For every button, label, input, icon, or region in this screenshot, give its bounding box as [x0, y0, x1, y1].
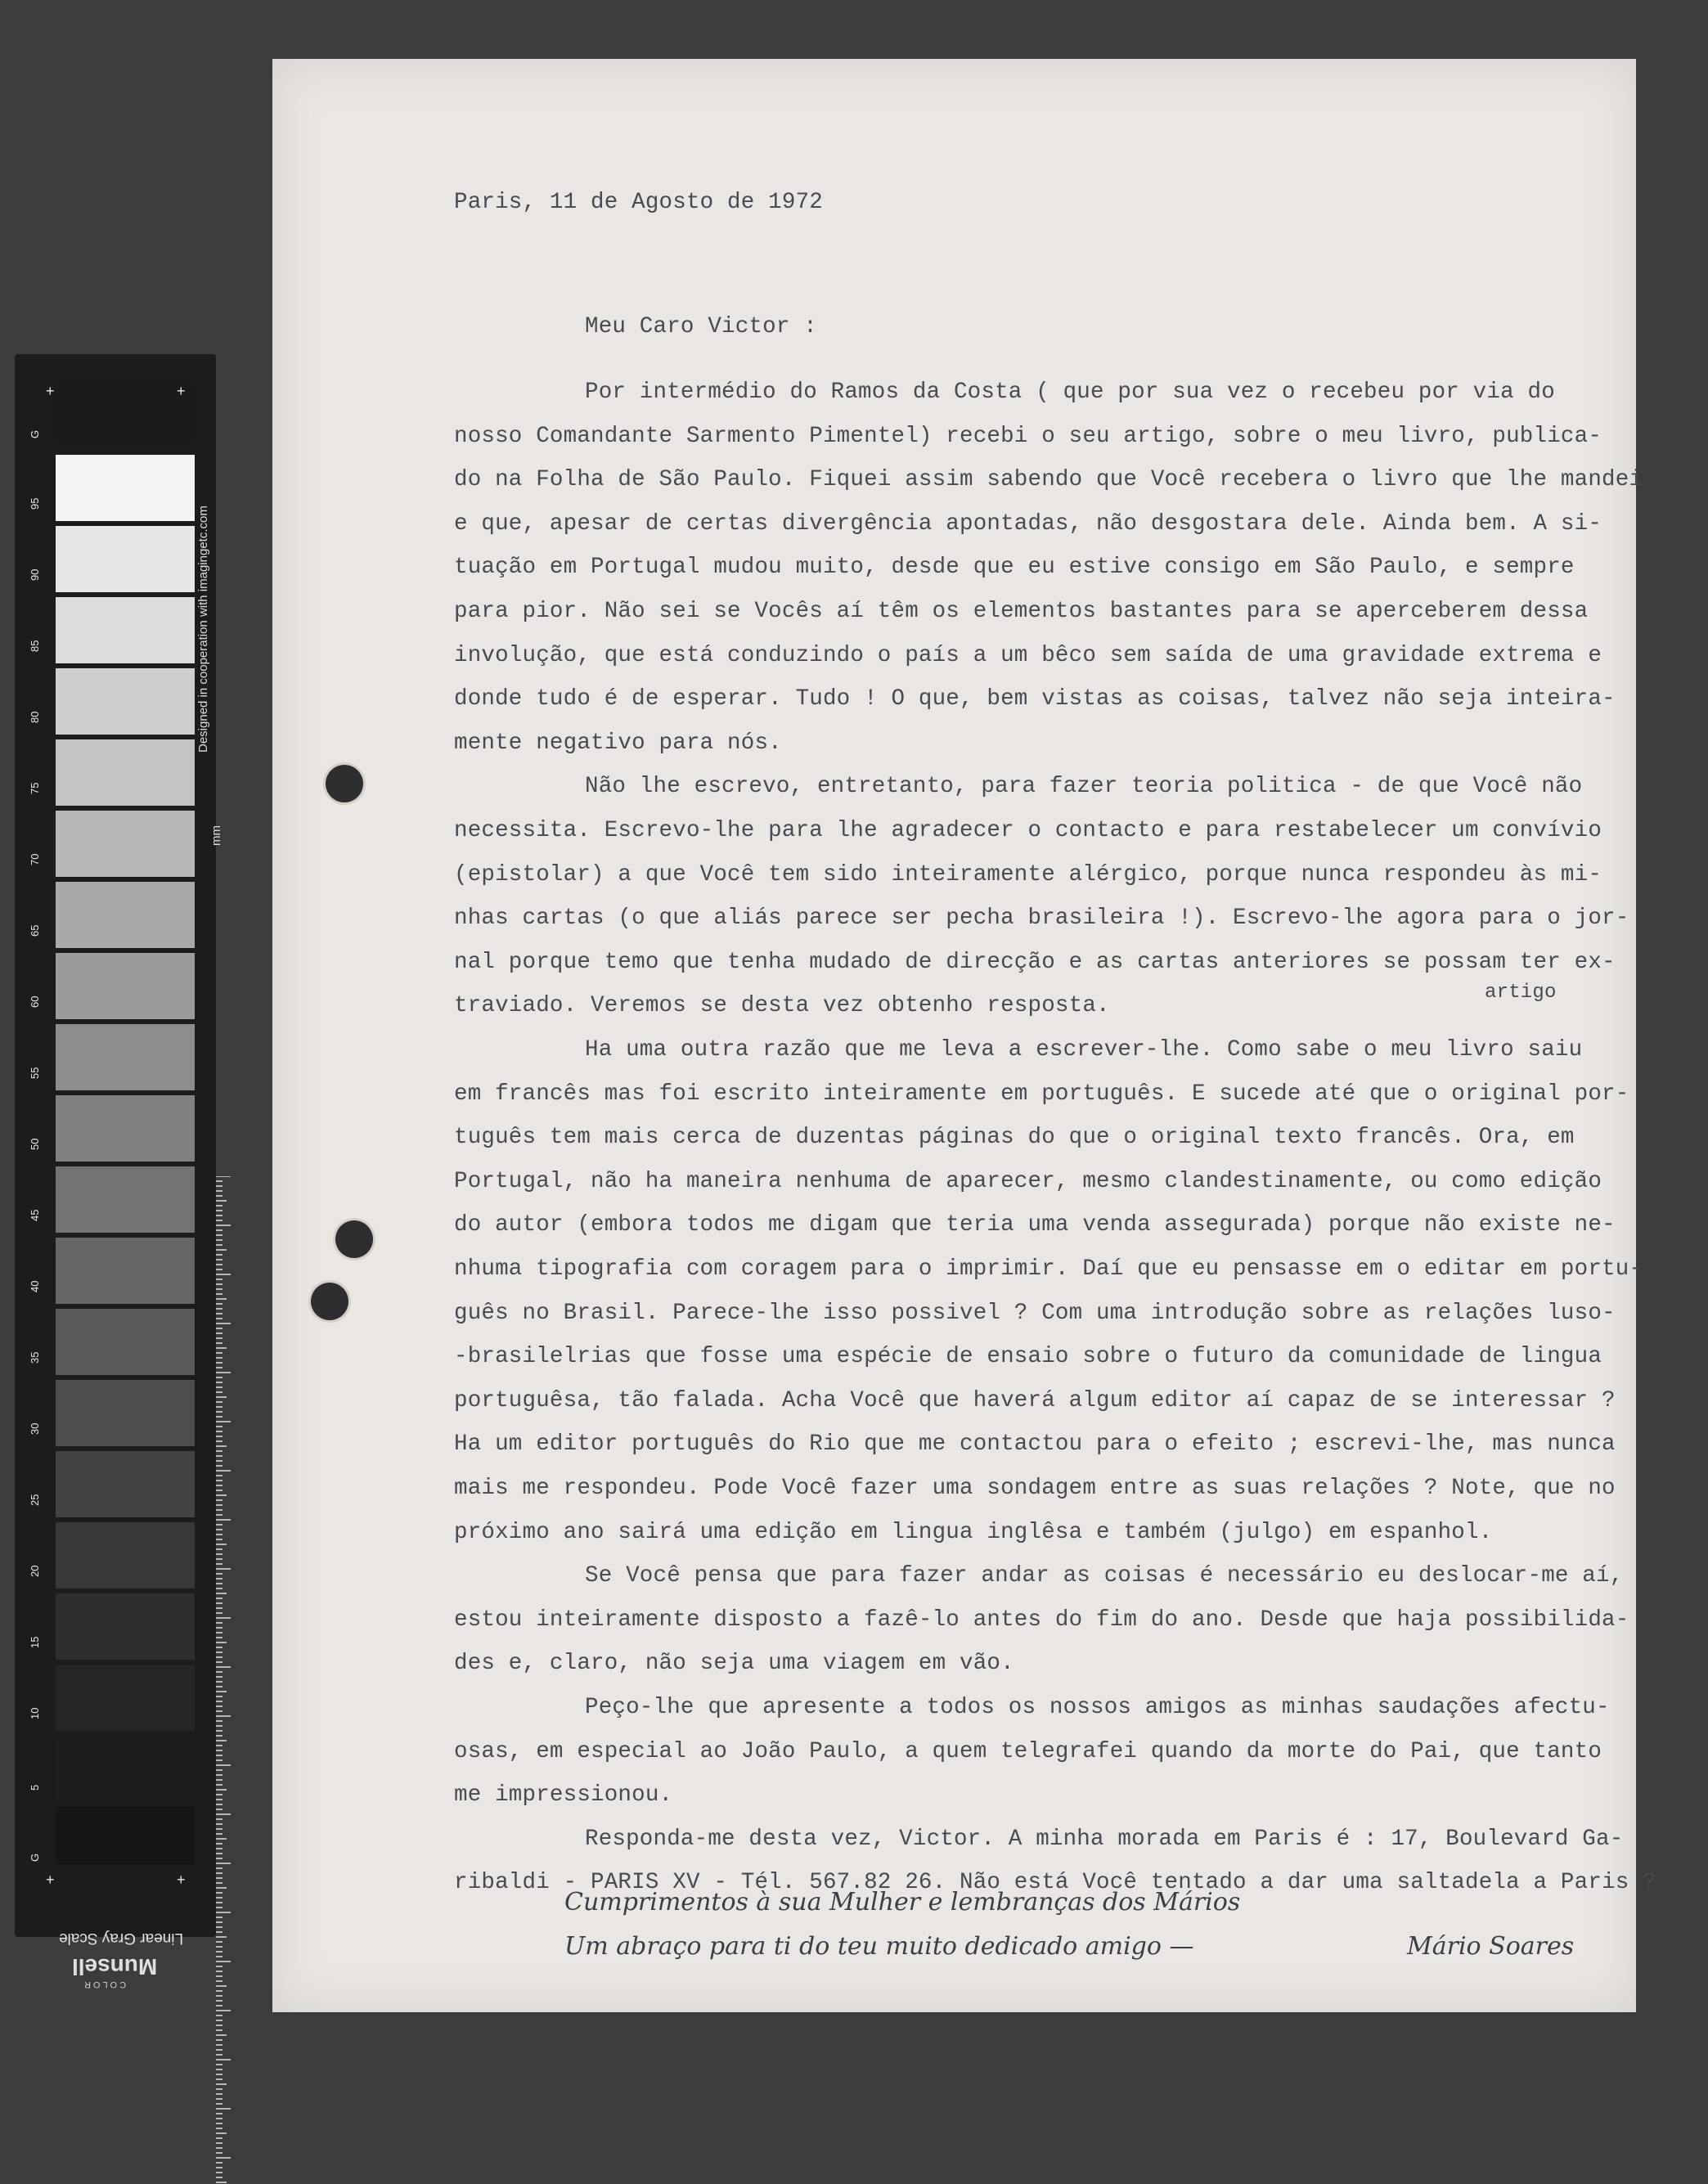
gray-patch: [56, 1451, 195, 1517]
letter-line: involução, que está conduzindo o país a um bêco sem saída de uma gravidade extrema e: [454, 642, 1602, 668]
gray-patch: [56, 668, 195, 735]
scale-title: Linear Gray Scale: [59, 1930, 184, 1947]
gray-scale-label: 50: [29, 1138, 41, 1150]
gray-scale-label: 85: [29, 640, 41, 652]
gray-scale-label: G: [29, 429, 41, 438]
letter-line: me impressionou.: [454, 1782, 673, 1809]
gray-patch: [56, 1736, 195, 1802]
letter-line: nhuma tipografia com coragem para o imprimir. Daí que eu pensasse em o editar em portu-: [454, 1256, 1643, 1282]
gray-scale-label: 15: [29, 1636, 41, 1648]
gray-scale-label: 40: [29, 1280, 41, 1292]
punch-hole: [335, 1220, 373, 1258]
letter-line: mente negativo para nós.: [454, 730, 782, 756]
plus-mark: +: [177, 383, 186, 399]
gray-scale-label: 10: [29, 1707, 41, 1719]
gray-patch: [56, 384, 195, 441]
gray-scale-label: 90: [29, 568, 41, 581]
gray-patch: [56, 1166, 195, 1233]
gray-scale-label: 60: [29, 995, 41, 1008]
gray-scale-label: 95: [29, 497, 41, 510]
letter-line: traviado. Veremos se desta vez obtenho resposta.: [454, 993, 1110, 1019]
letter-line: guês no Brasil. Parece-lhe isso possivel ? Com uma introdução sobre as relações luso-: [454, 1300, 1616, 1326]
plus-mark: +: [46, 383, 55, 399]
gray-patch: [56, 739, 195, 806]
gray-scale-label: 70: [29, 853, 41, 865]
letter-line: (epistolar) a que Você tem sido inteiramente alérgico, porque nunca respondeu às mi-: [454, 861, 1602, 888]
plus-mark: +: [46, 1872, 55, 1888]
gray-patch: [56, 1522, 195, 1589]
brand-logo: Munsell: [72, 1954, 158, 1980]
gray-scale-label: 30: [29, 1422, 41, 1435]
brand-sub: COLOR: [82, 1980, 127, 1989]
correction-above: artigo: [1485, 982, 1557, 1004]
letter-line: des e, claro, não seja uma viagem em vão.: [454, 1651, 1014, 1677]
letter-line: Portugal, não ha maneira nenhuma de aparecer, mesmo clandestinamente, ou como edição: [454, 1168, 1602, 1194]
gray-patch: [56, 455, 195, 521]
letter-line: próximo ano sairá uma edição em lingua inglêsa e também (julgo) em espanhol.: [454, 1519, 1493, 1545]
gray-scale-label: 75: [29, 782, 41, 794]
gray-scale-label: 65: [29, 924, 41, 937]
letter-line: Ha um editor português do Rio que me contactou para o efeito ; escrevi-lhe, mas nunca: [454, 1431, 1616, 1458]
gray-scale-label: 55: [29, 1067, 41, 1079]
gray-scale-label: 80: [29, 711, 41, 723]
letter-line: ribaldi - PARIS XV - Tél. 567.82 26. Não está Você tentado a dar uma saltadela a Paris ?: [454, 1870, 1656, 1896]
gray-patch: [56, 811, 195, 877]
gray-scale-label: 5: [29, 1784, 41, 1791]
letter-line: portuguêsa, tão falada. Acha Você que haverá algum editor aí capaz de se interessar ?: [454, 1387, 1616, 1413]
letter-line: Se Você pensa que para fazer andar as coisas é necessário eu deslocar-me aí,: [585, 1563, 1624, 1589]
letter-line: Peço-lhe que apresente a todos os nossos amigos as minhas saudações afectu-: [585, 1695, 1610, 1720]
letter-line: nosso Comandante Sarmento Pimentel) recebi o seu artigo, sobre o meu livro, publica-: [454, 423, 1602, 449]
letter-line: necessita. Escrevo-lhe para lhe agradecer o contacto e para restabelecer um convívio: [454, 818, 1602, 843]
letter-line: Responda-me desta vez, Victor. A minha morada em Paris é : 17, Boulevard Ga-: [585, 1826, 1624, 1852]
letter-line: donde tudo é de esperar. Tudo ! O que, bem vistas as coisas, talvez não seja inteira-: [454, 686, 1616, 712]
letter-line: para pior. Não sei se Vocês aí têm os elementos bastantes para se aperceberem dessa: [454, 599, 1589, 624]
letter-line: Ha uma outra razão que me leva a escrever-lhe. Como sabe o meu livro saiu: [585, 1037, 1583, 1063]
gray-patch: [56, 526, 195, 592]
gray-patch: [56, 1309, 195, 1375]
letter-line: em francês mas foi escrito inteiramente em português. E sucede até que o original por-: [454, 1081, 1629, 1107]
salutation: Meu Caro Victor :: [585, 314, 817, 339]
mm-ruler: [216, 1176, 234, 2184]
gray-patch: [56, 882, 195, 948]
letter-line: e que, apesar de certas divergência apontadas, não desgostara dele. Ainda bem. A si-: [454, 510, 1602, 537]
letter-line: tuação em Portugal mudou muito, desde que eu estive consigo em São Paulo, e sempre: [454, 555, 1575, 581]
signature: Mário Soares: [1407, 1932, 1575, 1961]
letter-line: mais me respondeu. Pode Você fazer uma sondagem entre as suas relações ? Note, que no: [454, 1476, 1616, 1501]
gray-patch: [56, 1807, 195, 1864]
gray-patch: [56, 1665, 195, 1731]
gray-scale-label: 25: [29, 1494, 41, 1506]
gray-scale-label: 35: [29, 1351, 41, 1364]
letter-line: nal porque temo que tenha mudado de direcção e as cartas anteriores se possam ter ex-: [454, 949, 1616, 975]
gray-patch: [56, 1380, 195, 1446]
letter-line: osas, em especial ao João Paulo, a quem telegrafei quando da morte do Pai, que tanto: [454, 1738, 1602, 1764]
dateline: Paris, 11 de Agosto de 1972: [454, 190, 823, 215]
letter-line: do na Folha de São Paulo. Fiquei assim sabendo que Você recebera o livro que lhe mandei: [454, 467, 1643, 493]
letter-line: tuguês tem mais cerca de duzentas páginas do que o original texto francês. Ora, em: [454, 1125, 1575, 1151]
gray-patch: [56, 1593, 195, 1660]
letter-line: nhas cartas (o que aliás parece ser pecha brasileira !). Escrevo-lhe agora para o jor-: [454, 906, 1629, 932]
punch-hole: [326, 765, 363, 802]
plus-mark: +: [177, 1872, 186, 1888]
letter-line: Por intermédio do Ramos da Costa ( que por sua vez o recebeu por via do: [585, 380, 1555, 405]
mm-label: mm: [209, 825, 223, 846]
gray-scale-label: G: [29, 1853, 41, 1862]
credit-text: Designed in cooperation with imagingetc.com: [196, 506, 210, 753]
gray-patch: [56, 1238, 195, 1304]
gray-patch: [56, 597, 195, 663]
letter-line: do autor (embora todos me digam que teria uma venda assegurada) porque não existe ne-: [454, 1212, 1616, 1238]
letter-line: estou inteiramente disposto a fazê-lo antes do fim do ano. Desde que haja possibilida-: [454, 1607, 1629, 1633]
gray-scale-label: 45: [29, 1209, 41, 1221]
gray-patch: [56, 1024, 195, 1090]
handwritten-line: Cumprimentos à sua Mulher e lembranças dos Mários: [564, 1888, 1241, 1917]
punch-hole: [311, 1283, 348, 1320]
gray-scale-card: [15, 354, 216, 1937]
letter-line: -brasilelrias que fosse uma espécie de ensaio sobre o futuro da comunidade de lingua: [454, 1344, 1602, 1370]
letter-line: Não lhe escrevo, entretanto, para fazer teoria politica - de que Você não: [585, 774, 1583, 800]
gray-scale-label: 20: [29, 1565, 41, 1577]
gray-patch: [56, 953, 195, 1019]
handwritten-line: Um abraço para ti do teu muito dedicado amigo —: [564, 1932, 1194, 1961]
gray-patch: [56, 1095, 195, 1162]
